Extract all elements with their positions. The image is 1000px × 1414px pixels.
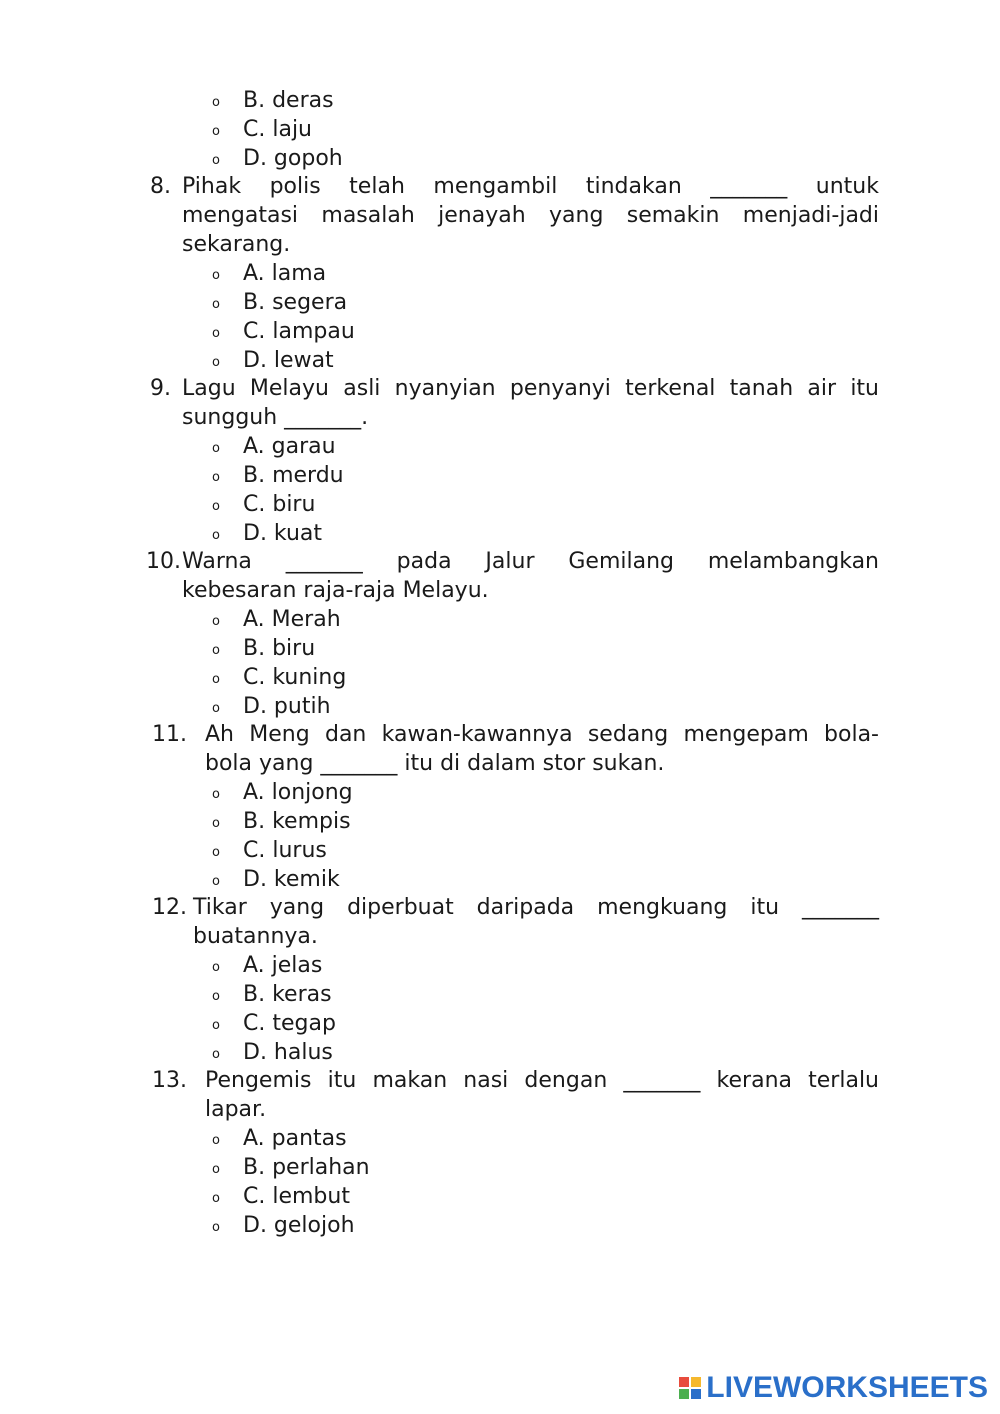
question-11-number: 11. [152,722,187,747]
liveworksheets-logo[interactable] [678,1370,988,1406]
option-8-d[interactable] [212,346,334,377]
radio-bullet-icon: o [212,441,220,456]
option-9-a[interactable] [212,432,336,463]
question-9-line-2: sungguh _______. [182,405,369,430]
question-12-line-1: Tikar yang diperbuat daripada mengkuang itu _______ [193,895,879,920]
option-label: A. Merah [243,607,341,632]
option-label: C. lampau [243,319,355,344]
option-13-d[interactable] [212,1211,355,1242]
option-11-c[interactable] [212,836,327,867]
question-8-line-3: sekarang. [182,232,291,257]
option-label: A. lama [243,261,327,286]
radio-bullet-icon: o [212,787,220,802]
option-prev-c[interactable] [212,115,312,146]
option-prev-b[interactable] [212,86,334,117]
radio-bullet-icon: o [212,124,220,139]
option-label: B. keras [243,982,332,1007]
radio-bullet-icon: o [212,1047,220,1062]
question-9-line-1: Lagu Melayu asli nyanyian penyanyi terkenal tanah air itu [182,376,879,401]
radio-bullet-icon: o [212,874,220,889]
option-label: D. putih [243,694,331,719]
question-12-number: 12. [152,895,187,920]
option-12-d[interactable] [212,1038,333,1069]
radio-bullet-icon: o [212,326,220,341]
option-label: B. deras [243,88,334,113]
liveworksheets-logo-icon [678,1376,702,1400]
option-label: D. gelojoh [243,1213,355,1238]
radio-bullet-icon: o [212,845,220,860]
question-8-line-1: Pihak polis telah mengambil tindakan _______ untuk [182,174,879,199]
option-11-a[interactable] [212,778,353,809]
radio-bullet-icon: o [212,499,220,514]
option-label: D. kuat [243,521,323,546]
option-9-d[interactable] [212,519,322,550]
question-10-number: 10. [146,549,181,574]
option-label: B. biru [243,636,316,661]
option-label: C. kuning [243,665,347,690]
radio-bullet-icon: o [212,614,220,629]
question-10-line-2: kebesaran raja-raja Melayu. [182,578,489,603]
option-9-b[interactable] [212,461,344,492]
logo-square-icon [691,1377,701,1387]
logo-square-icon [691,1389,701,1399]
radio-bullet-icon: o [212,989,220,1004]
option-10-c[interactable] [212,663,346,694]
option-label: C. laju [243,117,312,142]
question-11-line-2: bola yang _______ itu di dalam stor sukan. [205,751,665,776]
question-13-number: 13. [152,1068,187,1093]
question-10-line-1: Warna _______ pada Jalur Gemilang melambangkan [182,549,879,574]
logo-text: LIVEWORKSHEETS [706,1371,988,1404]
option-label: B. merdu [243,463,344,488]
question-12-line-2: buatannya. [193,924,318,949]
option-12-a[interactable] [212,951,322,982]
radio-bullet-icon: o [212,268,220,283]
option-8-c[interactable] [212,317,355,348]
option-label: D. halus [243,1040,333,1065]
option-8-b[interactable] [212,288,347,319]
option-13-c[interactable] [212,1182,350,1213]
option-11-d[interactable] [212,865,340,896]
option-label: C. biru [243,492,316,517]
radio-bullet-icon: o [212,672,220,687]
logo-square-icon [679,1377,689,1387]
option-12-c[interactable] [212,1009,336,1040]
option-8-a[interactable] [212,259,326,290]
question-13-line-1: Pengemis itu makan nasi dengan _______ kerana terlalu [205,1068,879,1093]
option-label: B. kempis [243,809,351,834]
option-13-b[interactable] [212,1153,370,1184]
radio-bullet-icon: o [212,701,220,716]
option-11-b[interactable] [212,807,351,838]
option-10-d[interactable] [212,692,331,723]
option-label: A. pantas [243,1126,347,1151]
radio-bullet-icon: o [212,1133,220,1148]
option-label: D. kemik [243,867,340,892]
option-9-c[interactable] [212,490,315,521]
radio-bullet-icon: o [212,95,220,110]
radio-bullet-icon: o [212,1162,220,1177]
option-label: D. lewat [243,348,334,373]
radio-bullet-icon: o [212,470,220,485]
radio-bullet-icon: o [212,816,220,831]
option-prev-d[interactable] [212,144,343,175]
radio-bullet-icon: o [212,1018,220,1033]
radio-bullet-icon: o [212,643,220,658]
radio-bullet-icon: o [212,1191,220,1206]
option-label: A. garau [243,434,336,459]
option-10-b[interactable] [212,634,315,665]
radio-bullet-icon: o [212,355,220,370]
radio-bullet-icon: o [212,1220,220,1235]
question-9-number: 9. [150,376,171,401]
option-label: C. lembut [243,1184,350,1209]
option-label: B. segera [243,290,348,315]
option-label: B. perlahan [243,1155,370,1180]
option-10-a[interactable] [212,605,341,636]
option-13-a[interactable] [212,1124,347,1155]
question-11-line-1: Ah Meng dan kawan-kawannya sedang mengepam bola- [205,722,879,747]
radio-bullet-icon: o [212,528,220,543]
option-label: A. jelas [243,953,323,978]
question-8-number: 8. [150,174,171,199]
radio-bullet-icon: o [212,297,220,312]
question-13-line-2: lapar. [205,1097,267,1122]
question-8-line-2: mengatasi masalah jenayah yang semakin menjadi-jadi [182,203,879,228]
radio-bullet-icon: o [212,153,220,168]
logo-square-icon [679,1389,689,1399]
option-12-b[interactable] [212,980,332,1011]
option-label: A. lonjong [243,780,353,805]
radio-bullet-icon: o [212,960,220,975]
option-label: C. tegap [243,1011,336,1036]
option-label: D. gopoh [243,146,343,171]
option-label: C. lurus [243,838,327,863]
